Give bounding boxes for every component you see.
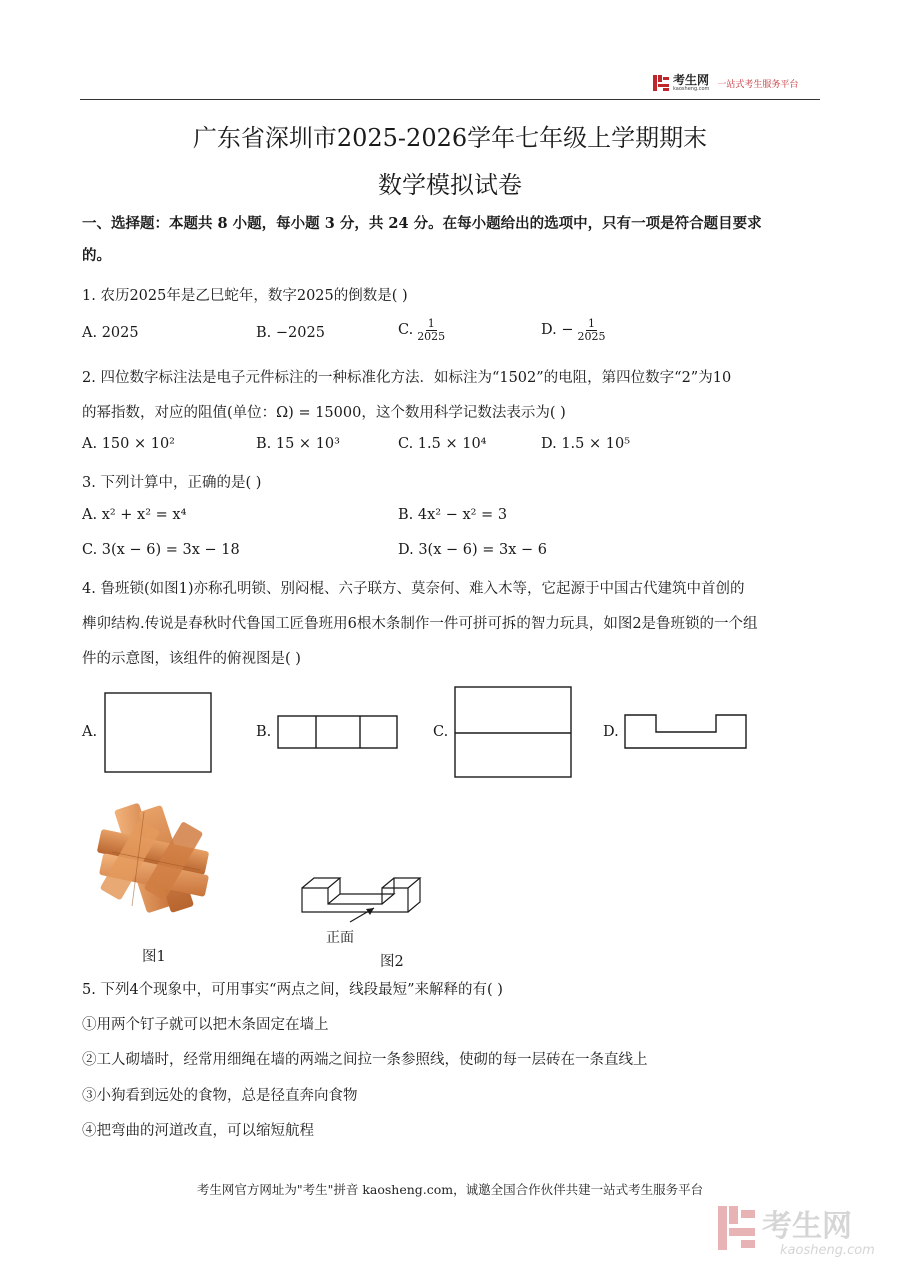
question-4-stem-line2: 榫卯结构.传说是春秋时代鲁国工匠鲁班用6根木条制作一件可拼可拆的智力玩具，如图2是鲁班锁的一个组: [82, 616, 758, 632]
q4-option-a-figure: [104, 692, 214, 774]
q1-option-b: B. −2025: [256, 325, 325, 341]
question-3-stem: 3. 下列计算中，正确的是( ): [82, 475, 262, 491]
kaosheng-watermark: [716, 1200, 886, 1260]
q5-item-3: ③小狗看到远处的食物，总是径直奔向食物: [82, 1088, 358, 1104]
question-5-stem: 5. 下列4个现象中，可用事实“两点之间，线段最短”来解释的有( ): [82, 982, 503, 998]
page-title: 广东省深圳市2025-2026学年七年级上学期期末: [192, 124, 708, 152]
q4-option-d-figure: [624, 714, 748, 750]
question-2-stem: 2. 四位数字标注法是电子元件标注的一种标准化方法．如标注为“1502”的电阻，第四位数字“2”为10: [82, 370, 732, 386]
q4-option-c-label: C.: [433, 724, 449, 740]
header-logo: [652, 72, 798, 94]
q4-option-b-label: B.: [256, 724, 272, 740]
q2-option-d: D. 1.5 × 10⁵: [541, 436, 631, 452]
luban-lock-illustration: [92, 800, 214, 918]
q1-option-a: A. 2025: [82, 325, 139, 341]
question-4-stem: 4. 鲁班锁(如图1)亦称孔明锁、别闷棍、六子联方、莫奈何、难入木等，它起源于中国古代建筑中首创的: [82, 581, 745, 597]
q2-option-a: A. 150 × 10²: [82, 436, 175, 452]
q3-option-c: C. 3(x − 6) = 3x − 18: [82, 542, 240, 558]
q3-option-d: D. 3(x − 6) = 3x − 6: [398, 542, 548, 558]
section-heading: 一、选择题：本题共 8 小题，每小题 3 分，共 24 分。在每小题给出的选项中，只有一项是符合题目要求: [82, 215, 762, 232]
logo-domain: kaosheng.com: [673, 86, 710, 92]
question-1-stem: 1. 农历2025年是乙巳蛇年，数字2025的倒数是( ): [82, 288, 408, 304]
q5-item-1: ①用两个钉子就可以把木条固定在墙上: [82, 1017, 329, 1033]
q3-option-a: A. x² + x² = x⁴: [82, 507, 187, 523]
q4-option-b-figure: [277, 715, 399, 750]
q2-option-b: B. 15 × 10³: [256, 436, 340, 452]
question-4-stem-line3: 件的示意图，该组件的俯视图是( ): [82, 651, 301, 667]
q5-item-4: ④把弯曲的河道改直，可以缩短航程: [82, 1123, 314, 1139]
q1-option-d: D. − $\frac{1}{2025}$: [541, 317, 606, 343]
q3-option-b: B. 4x² − x² = 3: [398, 507, 508, 523]
kaosheng-logo-icon: [652, 74, 670, 92]
figure-1-caption: 图1: [142, 949, 166, 965]
header-divider: [80, 99, 820, 100]
component-schematic: [298, 870, 422, 946]
q4-option-d-label: D.: [603, 724, 619, 740]
q4-option-a-label: A.: [82, 724, 98, 740]
q1-option-c: C. $\frac{1}{2025}$: [398, 317, 446, 343]
page-subtitle: 数学模拟试卷: [378, 171, 522, 199]
logo-brand-name: 考生网: [673, 73, 710, 87]
q5-item-2: ②工人砌墙时，经常用细绳在墙的两端之间拉一条参照线，使砌的每一层砖在一条直线上: [82, 1052, 648, 1068]
q2-option-c: C. 1.5 × 10⁴: [398, 436, 487, 452]
svg-text:考生网: 考生网: [762, 1209, 852, 1244]
front-face-label: 正面: [326, 930, 354, 946]
svg-text:kaosheng.com: kaosheng.com: [780, 1243, 875, 1258]
q4-option-c-figure: [454, 686, 574, 779]
header-slogan: 一站式考生服务平台: [717, 79, 799, 90]
question-2-stem-continued: 的幂指数，对应的阻值(单位：Ω) = 15000，这个数用科学记数法表示为( ): [82, 405, 566, 421]
section-heading-continued: 的。: [82, 247, 111, 264]
figure-2-caption: 图2: [380, 954, 404, 970]
page-footer: 考生网官方网址为"考生"拼音 kaosheng.com，诚邀全国合作伙伴共建一站式考生服务平台: [196, 1182, 704, 1197]
